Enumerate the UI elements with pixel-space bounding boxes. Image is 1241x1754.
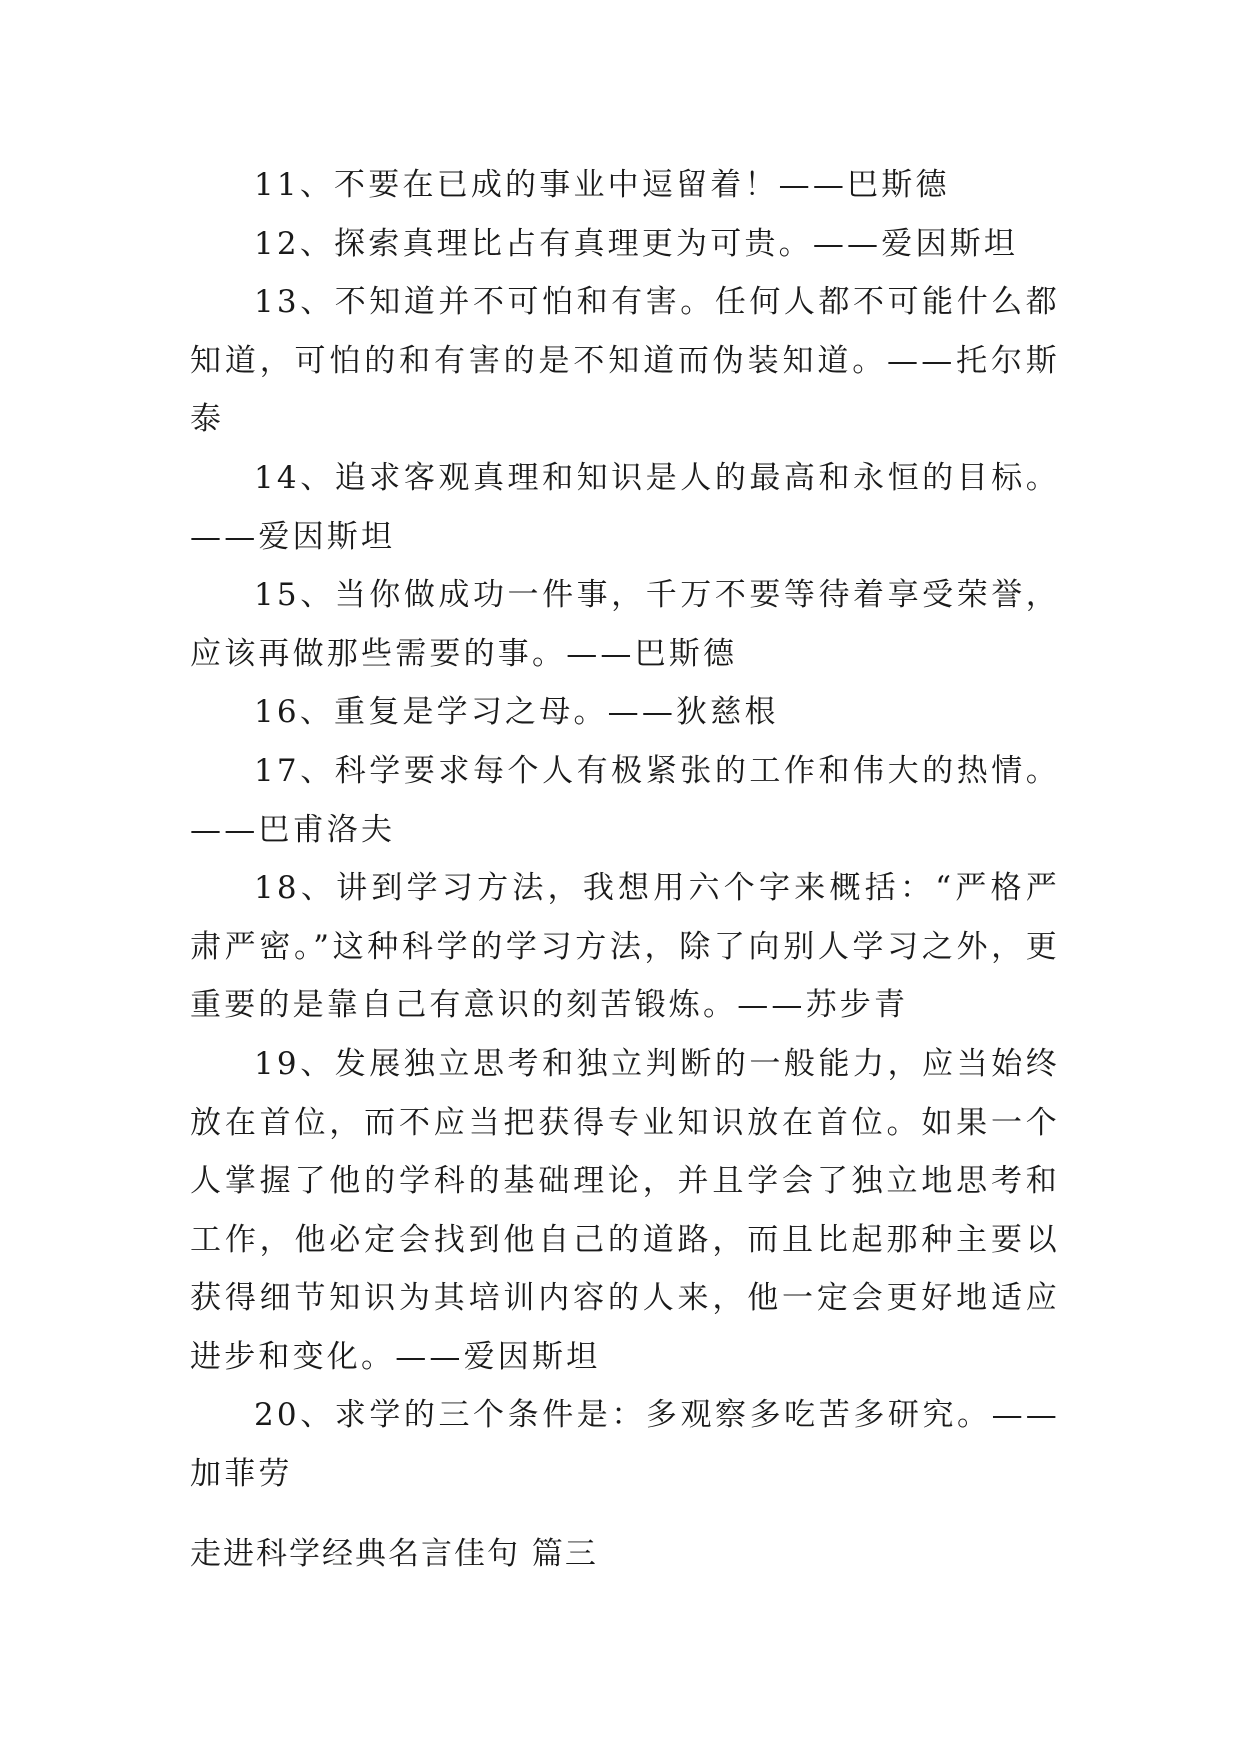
quote-14: 14、追求客观真理和知识是人的最高和永恒的目标。——爱因斯坦 [190,459,1060,555]
quote-20: 20、求学的三个条件是：多观察多吃苦多研究。——加菲劳 [190,1397,1060,1493]
quote-19: 19、发展独立思考和独立判断的一般能力，应当始终放在首位，而不应当把获得专业知识放在首位。如果一个人掌握了他的学科的基础理论，并且学会了独立地思考和工作，他必定会找到他自己的道路，而且比起那种主要以获得细节知识为其培训内容的人来，他一定会更好地适应进步和变化。——爱因斯坦 [190,1045,1060,1375]
quote-17: 17、科学要求每个人有极紧张的工作和伟大的热情。——巴甫洛夫 [190,752,1060,848]
quote-15: 15、当你做成功一件事，千万不要等待着享受荣誉，应该再做那些需要的事。——巴斯德 [190,577,1060,672]
quote-12: 12、探索真理比占有真理更为可贵。——爱因斯坦 [254,225,1019,262]
quote-11: 11、不要在已成的事业中逗留着！——巴斯德 [254,167,950,203]
quote-list [190,156,1060,1504]
quote-18: 18、讲到学习方法，我想用六个字来概括：“严格严肃严密。”这种科学的学习方法，除了向别人学习之外，更重要的是靠自己有意识的刻苦锻炼。——苏步青 [190,870,1060,1024]
section-heading: 走进科学经典名言佳句 篇三 [190,1536,598,1572]
quote-16: 16、重复是学习之母。——狄慈根 [254,694,779,731]
quote-13: 13、不知道并不可怕和有害。任何人都不可能什么都知道，可怕的和有害的是不知道而伪装知道。——托尔斯泰 [190,284,1060,438]
